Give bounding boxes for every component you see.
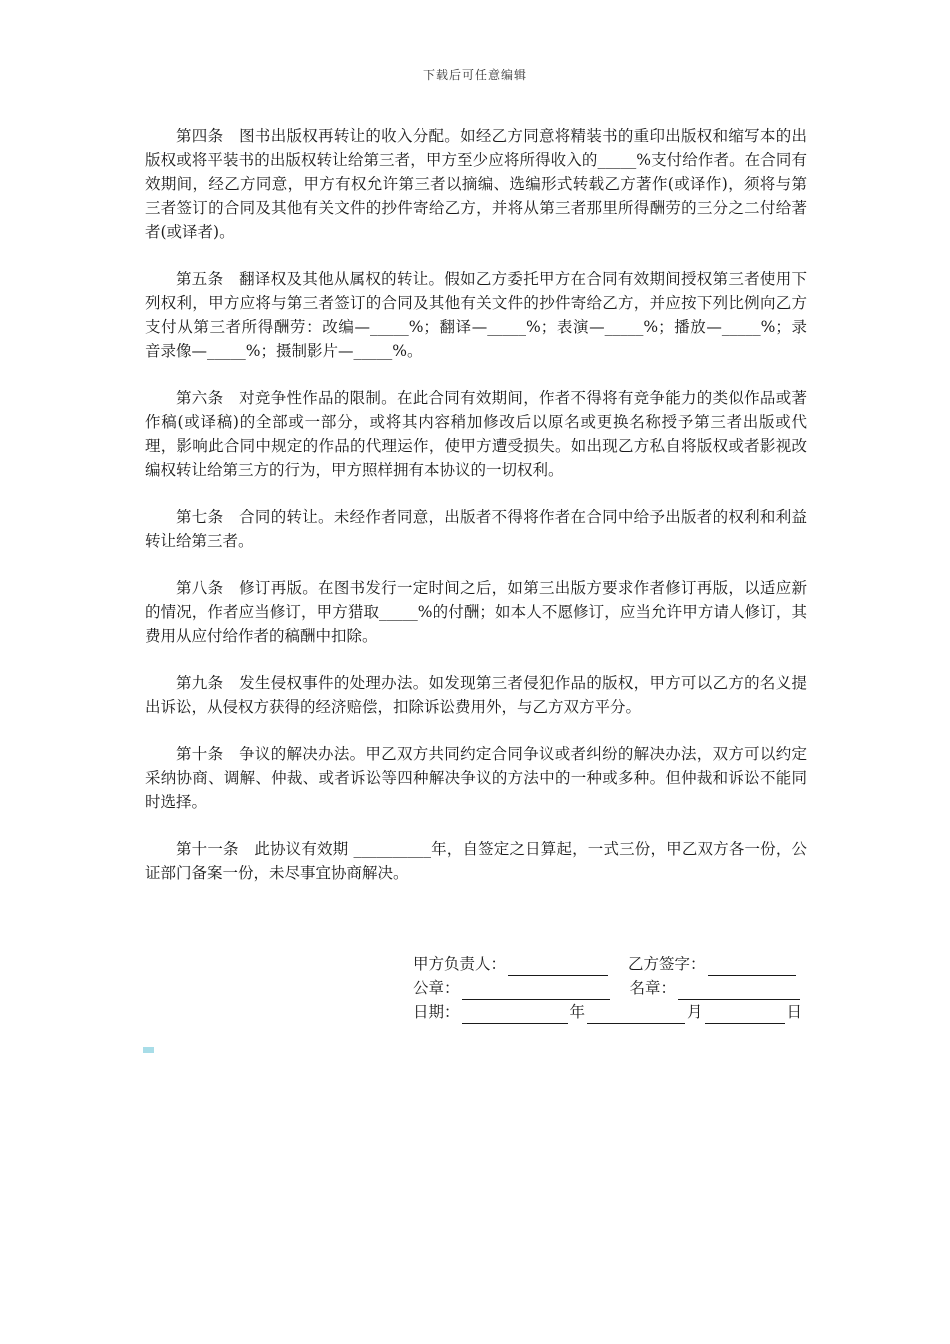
clause-5: 第五条 翻译权及其他从属权的转让。假如乙方委托甲方在合同有效期间授权第三者使用下列权利，甲方应将与第三者签订的合同及其他有关文件的抄件寄给乙方，并应按下列比例向乙方支付从第三者所得酬劳：改编—_____%；翻译—_____%；表演—_____%；播放—_____%；录音录像—_____%；摄制影片—_____%。 [145,270,807,360]
clause-9: 第九条 发生侵权事件的处理办法。如发现第三者侵犯作品的版权，甲方可以乙方的名义提出诉讼，从侵权方获得的经济赔偿，扣除诉讼费用外，与乙方双方平分。 [145,674,807,716]
signature-row-responsible [413,952,807,976]
clause-11: 第十一条 此协议有效期 __________年，自签定之日算起，一式三份，甲乙双方各一份，公证部门备案一份，未尽事宜协商解决。 [145,840,807,882]
date-year-label: 年 [569,1003,586,1021]
date-year-blank[interactable] [462,1006,568,1024]
contract-body [145,124,807,908]
seal-label: 公章： [413,979,460,997]
date-day-label: 日 [786,1003,803,1021]
clause-8: 第八条 修订再版。在图书发行一定时间之后，如第三出版方要求作者修订再版，以适应新的情况，作者应当修订，甲方猎取_____%的付酬；如本人不愿修订，应当允许甲方请人修订，其费用从应付给作者的稿酬中扣除。 [145,579,807,645]
clause-7: 第七条 合同的转让。未经作者同意，出版者不得将作者在合同中给予出版者的权利和利益转让给第三者。 [145,508,807,550]
date-label: 日期： [413,1003,460,1021]
page-marker [143,1047,154,1053]
clause-10: 第十条 争议的解决办法。甲乙双方共同约定合同争议或者纠纷的解决办法，双方可以约定采纳协商、调解、仲裁、或者诉讼等四种解决争议的方法中的一种或多种。但仲裁和诉讼不能同时选择。 [145,745,807,811]
clause-4: 第四条 图书出版权再转让的收入分配。如经乙方同意将精装书的重印出版权和缩写本的出版权或将平装书的出版权转让给第三者，甲方至少应将所得收入的_____%支付给作者。在合同有效期间，经乙方同意，甲方有权允许第三者以摘编、选编形式转载乙方著作(或译作)，须将与第三者签订的合同及其他有关文件的抄件寄给乙方，并将从第三者那里所得酬劳的三分之二付给著者(或译者)。 [145,127,807,241]
party-a-label: 甲方负责人： [413,955,507,973]
party-b-blank[interactable] [708,958,796,976]
signature-block [413,952,807,1024]
party-a-blank[interactable] [508,958,608,976]
signature-row-date [413,1000,807,1024]
clause-6: 第六条 对竞争性作品的限制。在此合同有效期间，作者不得将有竞争能力的类似作品或著作稿(或译稿)的全部或一部分，或将其内容稍加修改后以原名或更换名称授予第三者出版或代理，影响此合同中规定的作品的代理运作，使甲方遭受损失。如出现乙方私自将版权或者影视改编权转让给第三方的行为，甲方照样拥有本协议的一切权利。 [145,389,807,479]
name-seal-label: 名章： [629,979,677,997]
date-month-blank[interactable] [587,1006,685,1024]
seal-blank[interactable] [462,982,610,1000]
date-month-label: 月 [687,1003,703,1021]
page-header: 下载后可任意编辑 [422,68,527,82]
date-day-blank[interactable] [705,1006,785,1024]
party-b-label: 乙方签字： [628,955,706,973]
signature-row-seals [413,976,807,1000]
name-seal-blank[interactable] [678,982,800,1000]
